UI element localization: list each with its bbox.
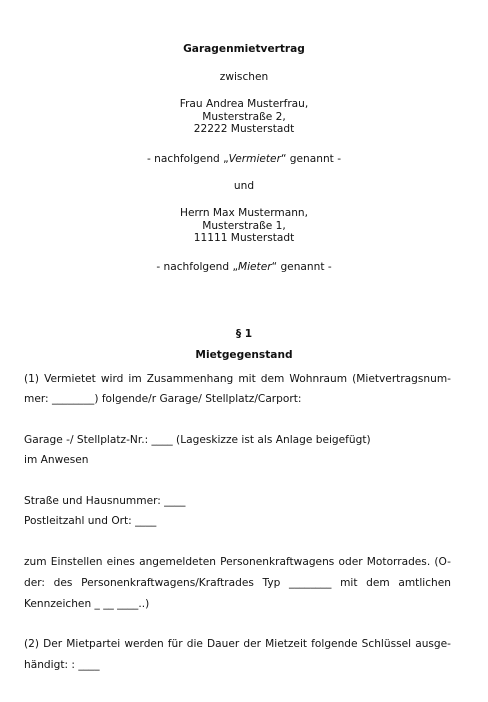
premises-line: im Anwesen bbox=[24, 454, 89, 466]
garage-block bbox=[24, 430, 451, 470]
purpose-paragraph bbox=[24, 552, 451, 615]
paragraph-1-line-2: mer: ________) folgende/r Garage/ Stellplatz/Carport: bbox=[24, 393, 302, 405]
landlord-role-term: Vermieter bbox=[228, 153, 281, 165]
tenant-role-line bbox=[0, 261, 488, 274]
between-text: zwischen bbox=[219, 71, 269, 83]
tenant-street: Musterstraße 1, bbox=[202, 219, 286, 232]
tenant-name: Herrn Max Mustermann, bbox=[180, 207, 308, 219]
tenant-city: 11111 Musterstadt bbox=[193, 232, 295, 244]
garage-number-line: Garage -/ Stellplatz-Nr.: ____ (Lageskizze ist als Anlage beigefügt) bbox=[24, 434, 371, 446]
landlord-role-suffix: “ genannt - bbox=[280, 153, 342, 165]
purpose-line-3: Kennzeichen _ __ ____..) bbox=[24, 598, 150, 610]
landlord-city: 22222 Musterstadt bbox=[193, 123, 295, 135]
and-text: und bbox=[233, 180, 255, 192]
landlord-street: Musterstraße 2, bbox=[202, 110, 286, 123]
tenant-role-term: Mieter bbox=[237, 261, 272, 273]
zip-field-line: Postleitzahl und Ort: ____ bbox=[24, 515, 157, 527]
paragraph-2-line-1: (2) Der Mietpartei werden für die Dauer der Mietzeit folgende Schlüssel ausge- bbox=[24, 638, 451, 650]
purpose-line-1: zum Einstellen eines angemeldeten Personenkraftwagens oder Motorrades. (O- bbox=[24, 556, 451, 568]
paragraph-1 bbox=[24, 369, 451, 409]
paragraph-1-line-1: (1) Vermietet wird im Zusammenhang mit dem Wohnraum (Mietvertragsnum- bbox=[24, 373, 451, 385]
tenant-role-suffix: “ genannt - bbox=[271, 261, 332, 273]
between-block bbox=[0, 71, 488, 84]
landlord-address bbox=[0, 98, 488, 136]
paragraph-2-line-2: händigt: : ____ bbox=[24, 659, 100, 671]
landlord-role-prefix: - nachfolgend „ bbox=[146, 153, 229, 165]
section-number: § 1 bbox=[235, 328, 253, 340]
landlord-role-line bbox=[0, 153, 488, 166]
address-fields-block bbox=[24, 491, 451, 531]
and-block bbox=[0, 180, 488, 193]
landlord-name: Frau Andrea Musterfrau, bbox=[179, 98, 309, 110]
section-title: Mietgegenstand bbox=[195, 348, 293, 361]
contract-title: Garagenmietvertrag bbox=[183, 43, 305, 55]
tenant-address bbox=[0, 207, 488, 245]
street-field-line: Straße und Hausnummer: ____ bbox=[24, 495, 186, 507]
purpose-line-2: der: des Personenkraftwagens/Kraftrades Typ ________ mit dem amtlichen bbox=[24, 577, 451, 589]
section-1-heading bbox=[0, 328, 488, 361]
tenant-role-prefix: - nachfolgend „ bbox=[156, 261, 238, 273]
contract-title-block bbox=[0, 43, 488, 56]
paragraph-2 bbox=[24, 634, 451, 676]
